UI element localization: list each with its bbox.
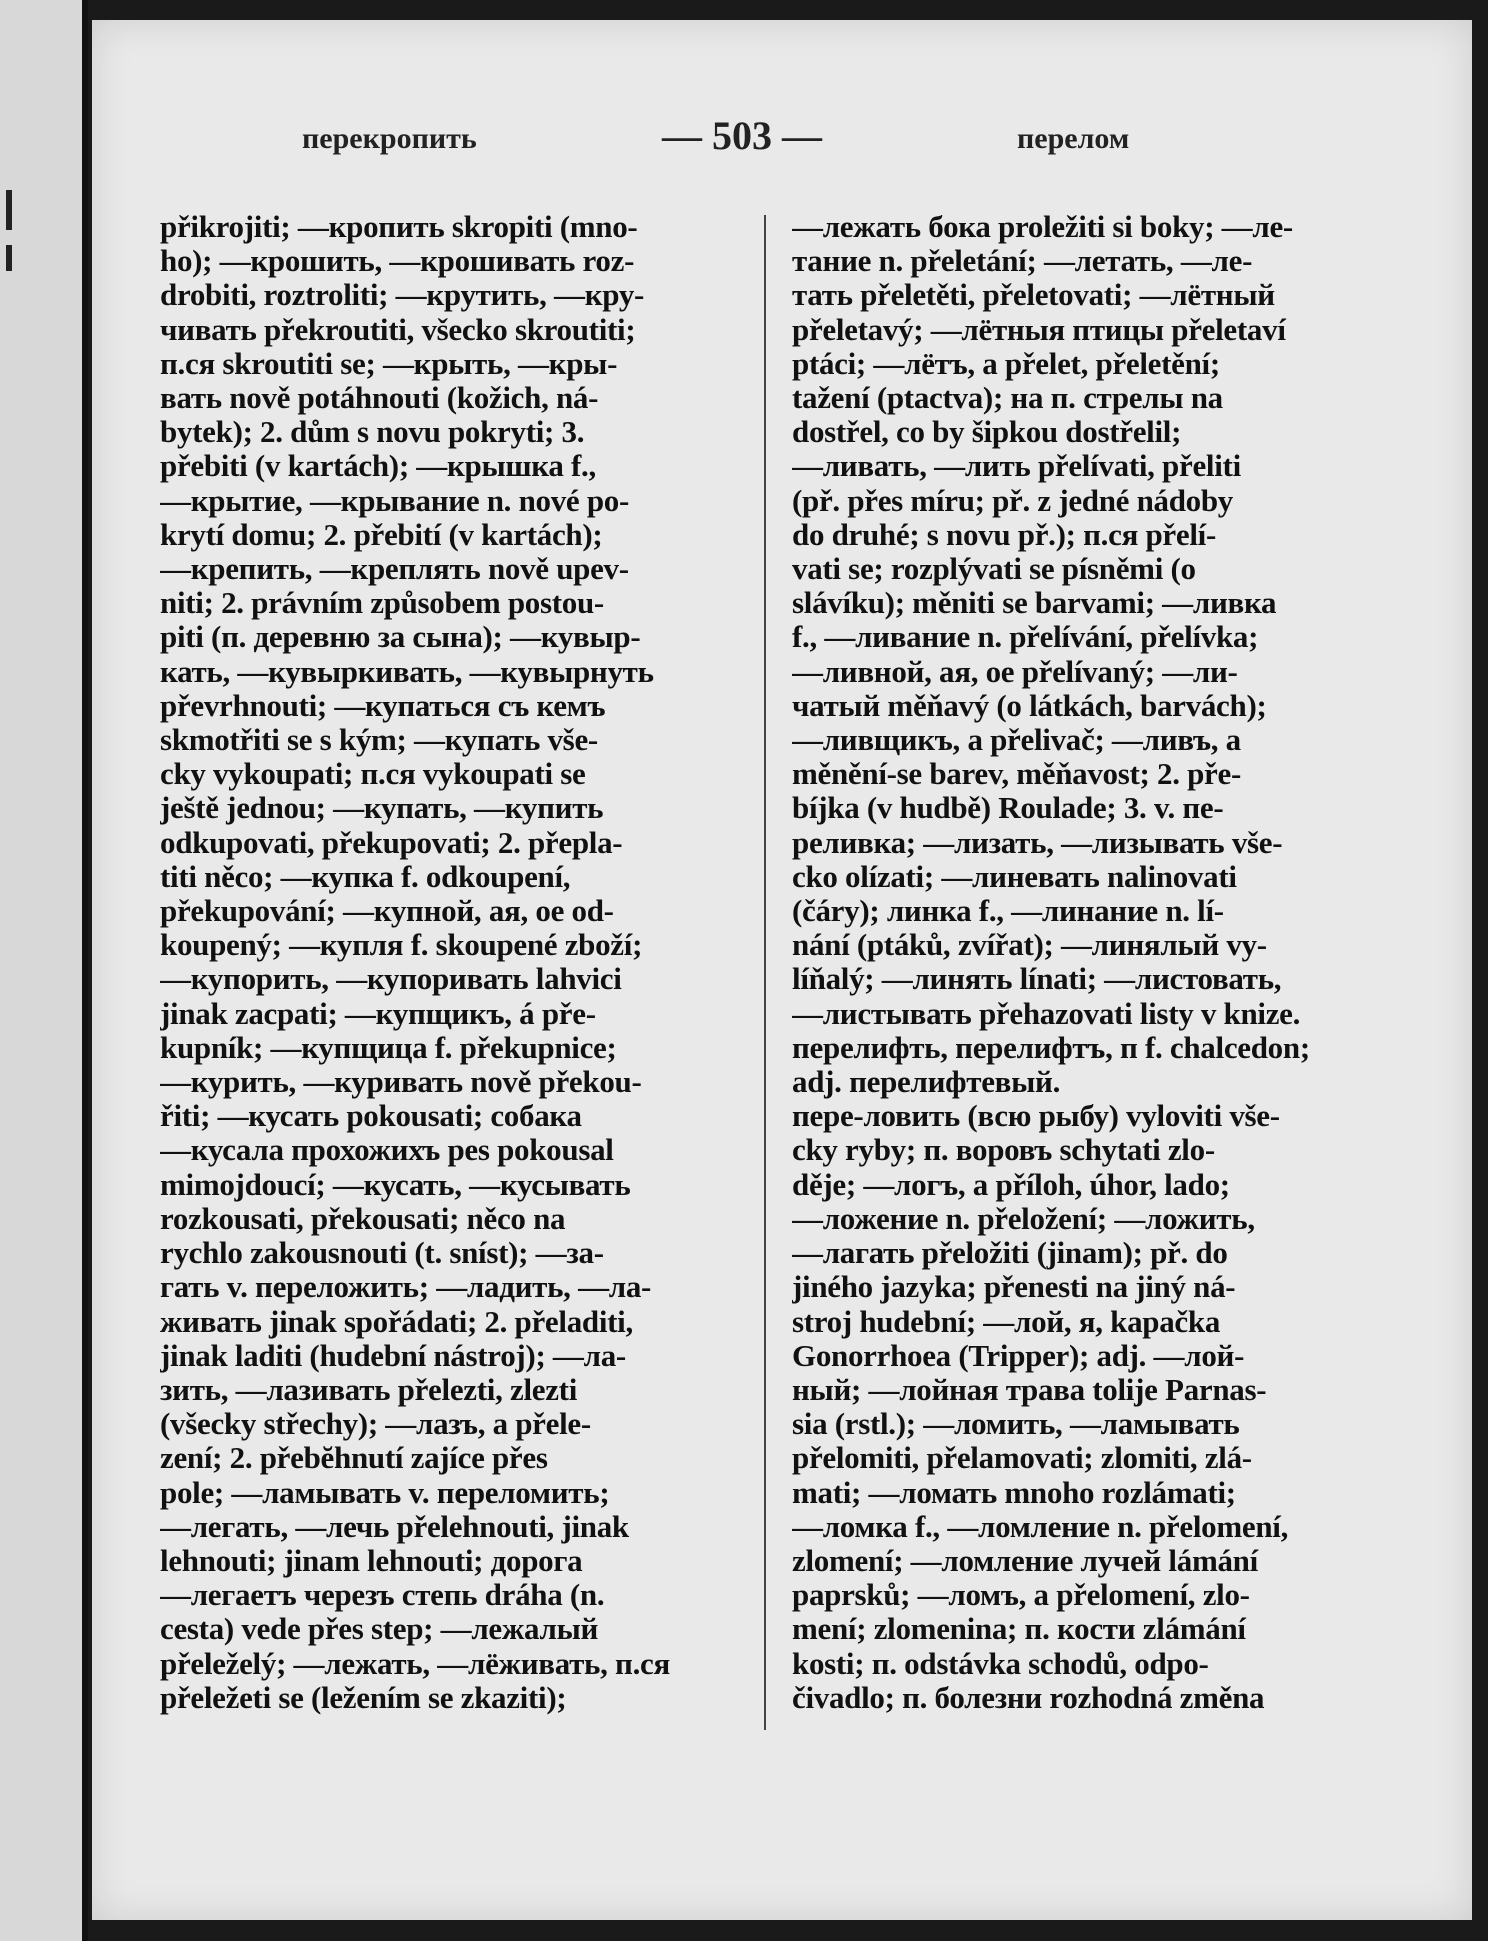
text-line: вать nově potáhnouti (kožich, ná- xyxy=(160,381,599,416)
text-line: (př. přes míru; př. z jedné nádoby xyxy=(792,483,1234,518)
text-line: —кусала прохожихъ pes pokousal xyxy=(160,1133,614,1168)
text-line: sia (rstl.); —ломить, —ламывать xyxy=(792,1407,1240,1442)
text-line: (všecky střechy); —лазъ, a přele- xyxy=(160,1407,591,1442)
page-number: — 503 — xyxy=(662,113,822,158)
text-line: mimojdoucí; —кусать, —кусывать xyxy=(160,1167,631,1202)
text-line: lehnouti; jinam lehnouti; дорога xyxy=(160,1543,583,1578)
text-line: vati se; rozplývati se písněmi (o xyxy=(792,552,1196,587)
text-line: cky vykoupati; п.ся vykoupati se xyxy=(160,757,586,792)
text-line: rychlo zakousnouti (t. sníst); —за- xyxy=(160,1236,604,1271)
text-line: čivadlo; п. болезни rozhodná změna xyxy=(792,1680,1265,1715)
text-line: тание n. přeletání; —летать, —ле- xyxy=(792,244,1253,279)
text-line: do druhé; s novu př.); п.ся přelí- xyxy=(792,517,1216,552)
text-line: děje; —логъ, a příloh, úhor, lado; xyxy=(792,1167,1230,1202)
text-line: jinak laditi (hudební nástroj); —ла- xyxy=(160,1338,626,1373)
text-line: —ливщикъ, a přelivač; —ливъ, a xyxy=(792,723,1241,758)
text-line: stroj hudební; —лой, я, kapačka xyxy=(792,1304,1221,1339)
text-line: —легаетъ черезъ степь dráha (n. xyxy=(160,1578,605,1613)
text-line: drobiti, roztroliti; —крутить, —кру- xyxy=(160,278,645,313)
text-line: —лагать přeložiti (jinam); př. do xyxy=(792,1236,1228,1271)
text-line: přebiti (v kartách); —крышка f., xyxy=(160,449,596,484)
text-line: зить, —лазивать přelezti, zlezti xyxy=(160,1372,578,1407)
text-line: přikrojiti; —кропить skropiti (mno- xyxy=(160,210,638,244)
text-line: Gonorrhoea (Tripper); adj. —лой- xyxy=(792,1338,1245,1373)
text-line: překupování; —купной, ая, ое od- xyxy=(160,894,614,929)
text-line: jinak zacpati; —купщикъ, á pře- xyxy=(160,996,596,1031)
text-line: cko olízati; —линевать nalinovati xyxy=(792,859,1237,894)
text-line: dostřel, co by šipkou dostřelil; xyxy=(792,415,1182,450)
text-line: пере-ловить (всю рыбу) vyloviti vše- xyxy=(792,1099,1280,1134)
text-line: живать jinak spořádati; 2. přeladiti, xyxy=(160,1304,633,1339)
text-line: bíjka (v hudbě) Roulade; 3. v. пе- xyxy=(792,791,1224,826)
text-line: zlomení; —ломление лучей lámání xyxy=(792,1543,1258,1578)
text-line: —листывать přehazovati listy v knize. xyxy=(792,996,1301,1031)
text-line: koupený; —купля f. skoupené zboží; xyxy=(160,928,643,963)
text-line: —ливать, —лить přelívati, přeliti xyxy=(792,449,1241,484)
text-line: гать v. переложить; —ладить, —ла- xyxy=(160,1270,652,1305)
text-line: odkupovati, překupovati; 2. přepla- xyxy=(160,825,623,860)
text-line: titi něco; —купка f. odkoupení, xyxy=(160,859,571,894)
text-line: nání (ptáků, zvířat); —линялый vy- xyxy=(792,928,1267,963)
text-line: —ложение n. přeložení; —ложить, xyxy=(792,1201,1255,1236)
text-line: přeležeti se (ležením se zkaziti); xyxy=(160,1680,567,1715)
text-line: —ломка f., —ломление n. přelomení, xyxy=(792,1509,1289,1544)
header-right-guide-word: перелом xyxy=(1017,122,1130,155)
text-line: převrhnouti; —купаться съ кемъ xyxy=(160,688,606,723)
text-line: чивать překroutiti, všecko skroutiti; xyxy=(160,312,636,347)
text-line: kosti; п. odstávka schodů, odpo- xyxy=(792,1646,1209,1681)
text-line: п.ся skroutiti se; —крыть, —кры- xyxy=(160,346,618,381)
dictionary-page xyxy=(92,20,1472,1920)
text-line: —крепить, —креплять nově upev- xyxy=(160,552,629,587)
text-line: чатый měňavý (o látkách, barvách); xyxy=(792,688,1267,723)
column-divider xyxy=(764,215,766,1730)
text-line: jiného jazyka; přenesti na jiný ná- xyxy=(792,1270,1236,1305)
text-line: ный; —лойная трава tolije Parnas- xyxy=(792,1372,1267,1407)
text-line: kupník; —купщица f. překupnice; xyxy=(160,1030,617,1065)
text-line: měnění-se barev, měňavost; 2. pře- xyxy=(792,757,1241,792)
text-line: —легать, —лечь přelehnouti, jinak xyxy=(160,1509,629,1544)
text-line: тать přeletěti, přeletovati; —лётный xyxy=(792,278,1275,313)
text-line: rozkousati, překousati; něco na xyxy=(160,1201,566,1236)
text-line: paprsků; —ломъ, a přelomení, zlo- xyxy=(792,1578,1250,1613)
text-line: líňalý; —линять línati; —листовать, xyxy=(792,962,1282,997)
page-header xyxy=(92,112,1472,162)
adjacent-page-edge xyxy=(0,0,88,1941)
text-line: f., —ливание n. přelívání, přelívka; xyxy=(792,620,1259,655)
text-line: (čáry); линка f., —линание n. lí- xyxy=(792,894,1224,929)
text-line: adj. перелифтевый. xyxy=(792,1065,1061,1100)
text-line: piti (п. деревню за сына); —кувыр- xyxy=(160,620,641,655)
text-line: cesta) vede přes step; —лежалый xyxy=(160,1612,599,1647)
text-line: ho); —крошить, —крошивать roz- xyxy=(160,244,635,279)
text-line: zení; 2. přebĕhnutí zajíce přes xyxy=(160,1441,548,1476)
left-column xyxy=(160,210,750,1715)
text-line: přeletavý; —лётныя птицы přeletaví xyxy=(792,312,1286,347)
text-line: mati; —ломать mnoho rozlámati; xyxy=(792,1475,1236,1510)
text-line: cky ryby; п. воровъ schytati zlo- xyxy=(792,1133,1215,1168)
text-line: ptáci; —лётъ, a přelet, přeletění; xyxy=(792,346,1220,381)
text-line: skmotřiti se s kým; —купать vše- xyxy=(160,723,598,758)
text-line: —крытие, —крывание n. nové po- xyxy=(160,483,629,518)
text-line: řiti; —кусать pokousati; собака xyxy=(160,1099,582,1134)
margin-mark xyxy=(6,245,12,271)
text-line: —ливной, ая, ое přelívaný; —ли- xyxy=(792,654,1238,689)
text-line: —курить, —куривать nově překou- xyxy=(160,1065,642,1100)
text-line: tažení (ptactva); на п. стрелы na xyxy=(792,381,1223,416)
margin-mark xyxy=(6,190,12,230)
text-line: bytek); 2. dům s novu pokryti; 3. xyxy=(160,415,585,450)
text-line: mení; zlomenina; п. кости zlámání xyxy=(792,1612,1246,1647)
text-line: —купорить, —купоривать lahvici xyxy=(160,962,622,997)
text-line: niti; 2. právním způsobem postou- xyxy=(160,586,604,621)
text-line: ještě jednou; —купать, —купить xyxy=(160,791,604,826)
text-line: pole; —ламывать v. переломить; xyxy=(160,1475,610,1510)
text-line: —лежать бока proležiti si boky; —ле- xyxy=(792,210,1293,244)
text-line: slávíku); měniti se barvami; —ливка xyxy=(792,586,1277,621)
text-line: кать, —кувыркивать, —кувырнуть xyxy=(160,654,654,689)
right-column xyxy=(792,210,1382,1715)
text-line: реливка; —лизать, —лизывать vše- xyxy=(792,825,1283,860)
text-line: přeleželý; —лежать, —лёживать, п.ся xyxy=(160,1646,670,1681)
text-line: přelomiti, přelamovati; zlomiti, zlá- xyxy=(792,1441,1252,1476)
text-line: krytí domu; 2. přebití (v kartách); xyxy=(160,517,603,552)
header-left-guide-word: перекропить xyxy=(302,122,477,155)
text-line: перелифть, перелифтъ, п f. chalcedon; xyxy=(792,1030,1310,1065)
